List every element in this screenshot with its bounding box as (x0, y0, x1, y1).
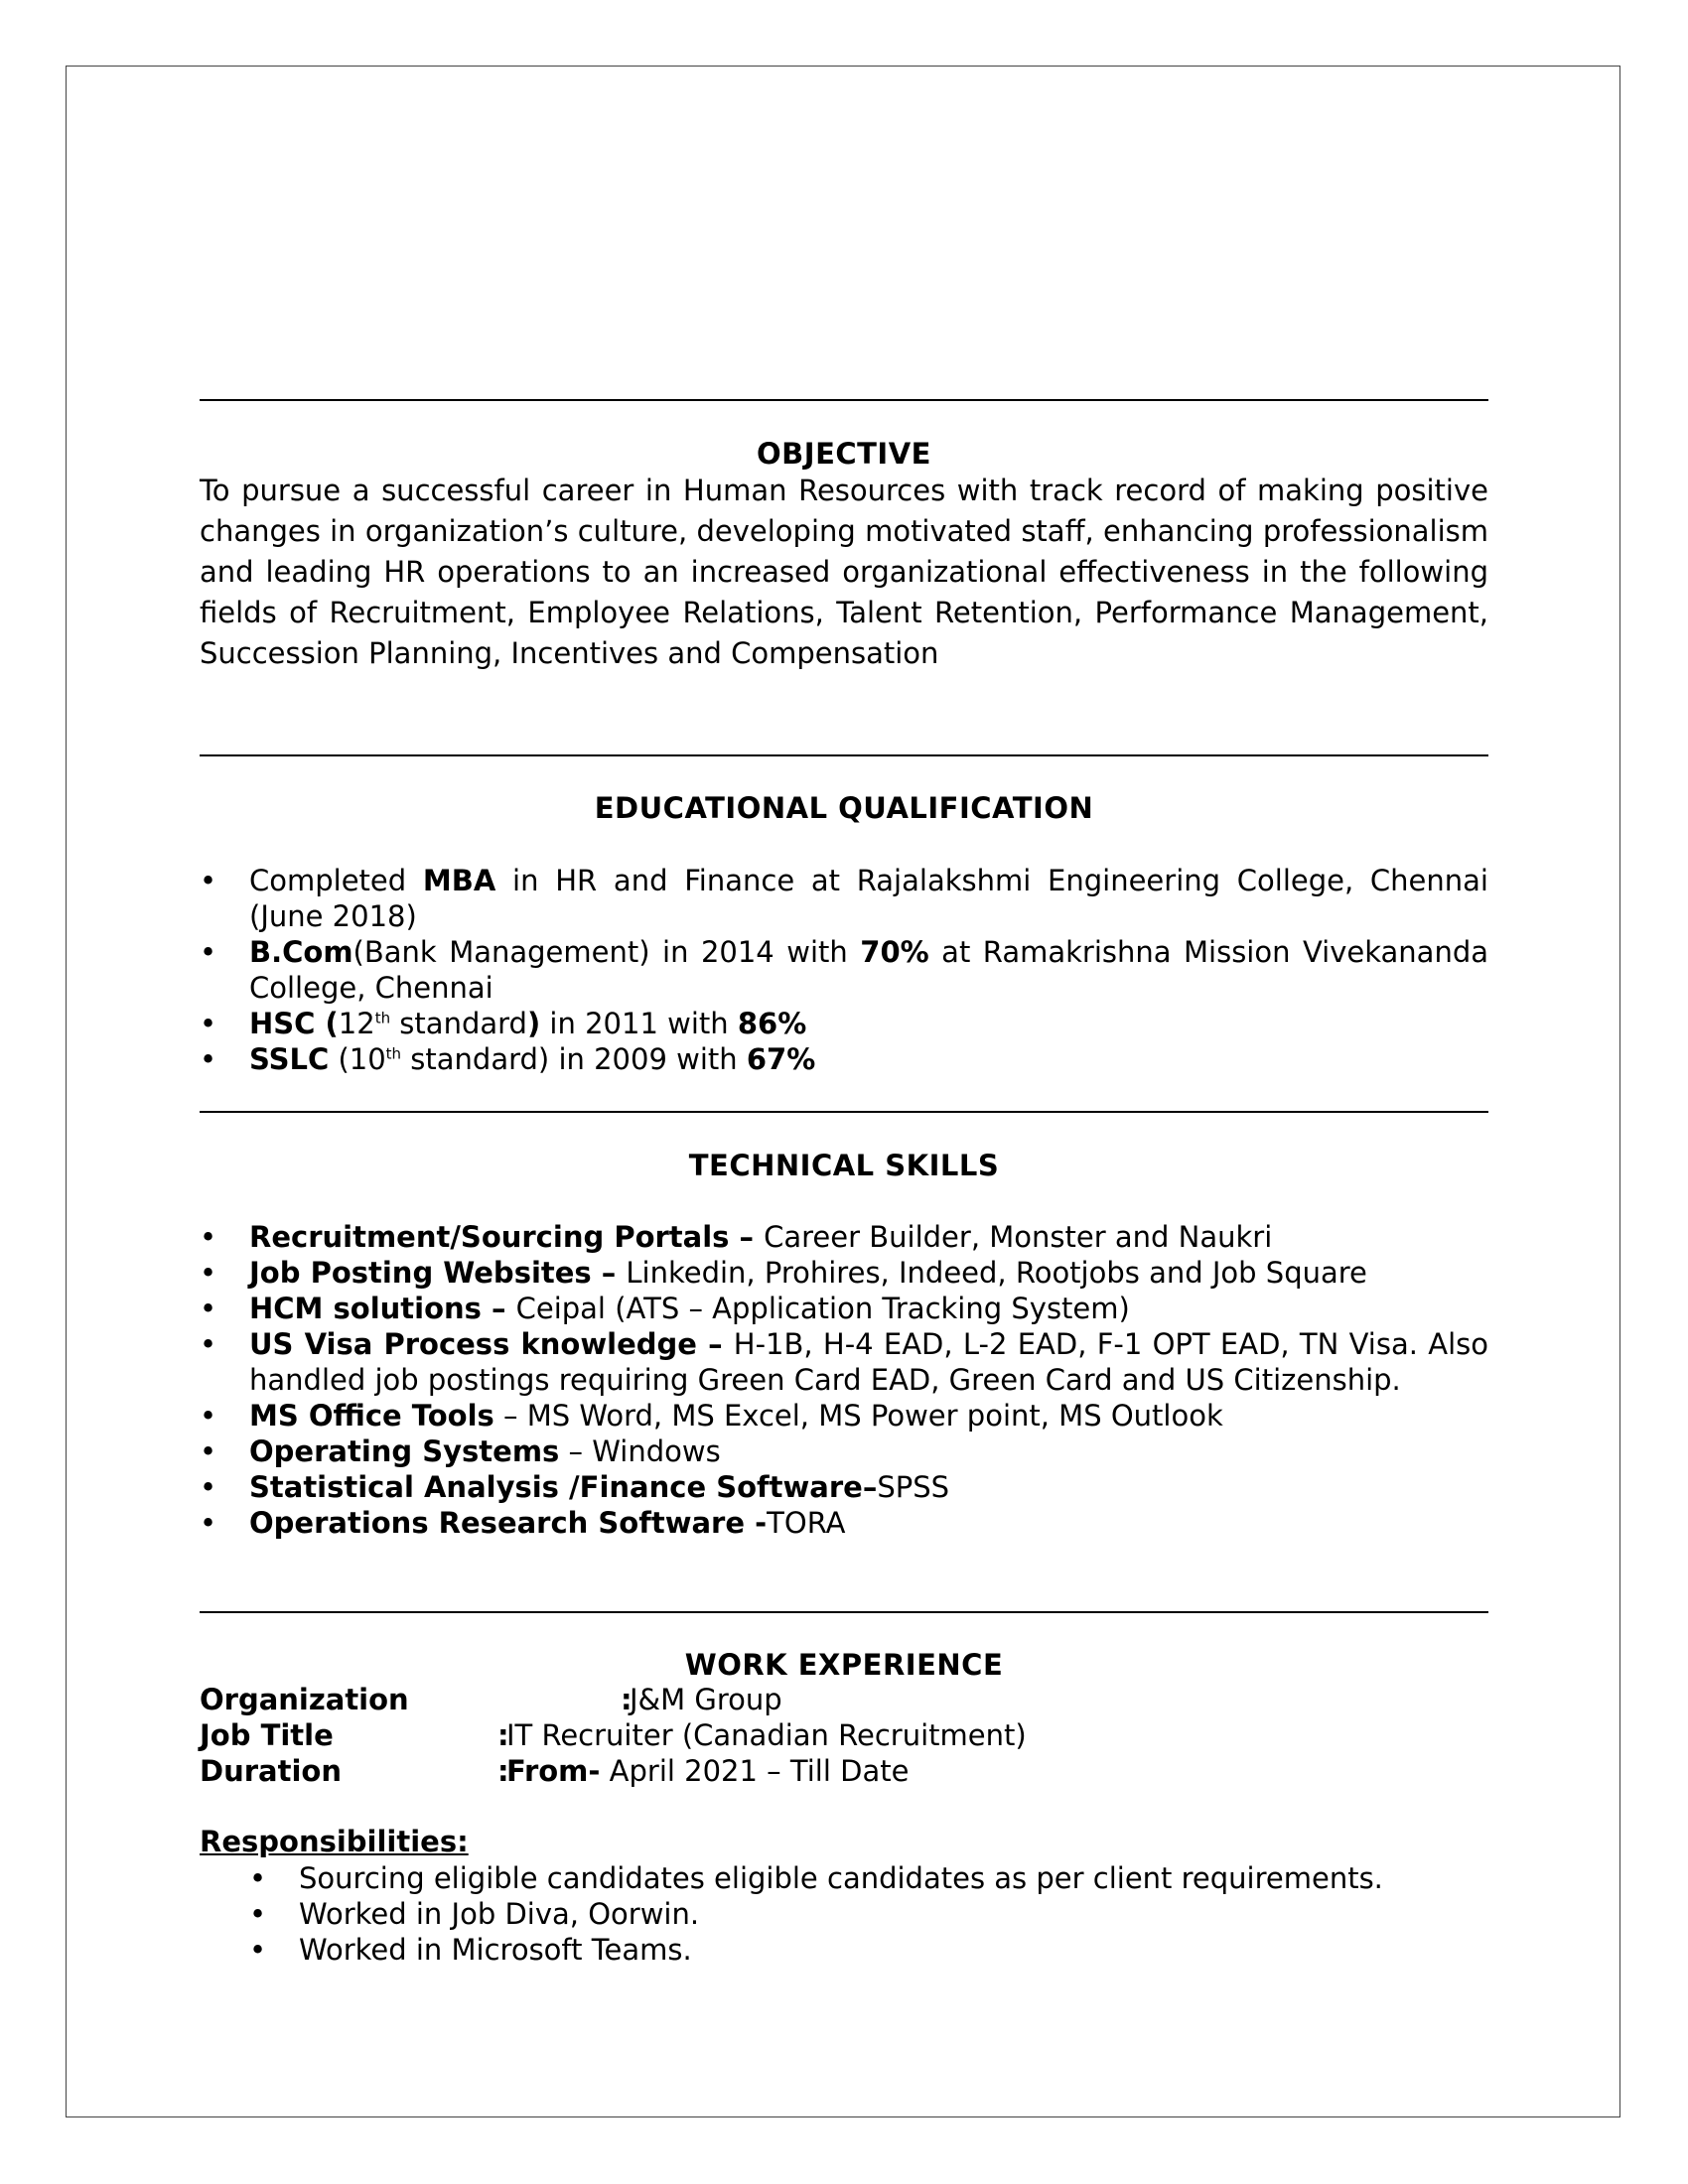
education-list (200, 863, 1488, 1077)
list-item: • Operations Research Software -TORA (200, 1505, 1488, 1541)
divider (200, 754, 1488, 756)
list-item: • Recruitment/Sourcing Portals – Career Builder, Monster and Naukri (200, 1219, 1488, 1255)
list-item: • Completed MBA in HR and Finance at Rajalakshmi Engineering College, Chennai (June 2018) (200, 863, 1488, 934)
responsibilities-heading: Responsibilities: (200, 1825, 469, 1858)
organization-value: J&M Group (630, 1683, 782, 1716)
duration-value: From- April 2021 – Till Date (506, 1754, 910, 1788)
list-item: • B.Com(Bank Management) in 2014 with 70% at Ramakrishna Mission Vivekananda College, Chennai (200, 934, 1488, 1006)
colon: : (497, 1754, 509, 1788)
skills-heading: TECHNICAL SKILLS (688, 1149, 1000, 1182)
list-item: • Worked in Job Diva, Oorwin. (249, 1896, 1383, 1932)
list-item: • Operating Systems – Windows (200, 1433, 1488, 1469)
list-item: • Job Posting Websites – Linkedin, Prohires, Indeed, Rootjobs and Job Square (200, 1255, 1488, 1291)
divider (200, 399, 1488, 401)
colon: : (497, 1718, 509, 1752)
organization-label: Organization (200, 1683, 409, 1716)
job-title-label: Job Title (200, 1718, 334, 1752)
list-item: • SSLC (10th standard) in 2009 with 67% (200, 1041, 1488, 1077)
education-heading: EDUCATIONAL QUALIFICATION (594, 791, 1094, 825)
list-item: • Statistical Analysis /Finance Software–SPSS (200, 1469, 1488, 1505)
objective-text: To pursue a successful career in Human Resources with track record of making positive changes in organization’s culture, developing motivated staff, enhancing professionalism and leading HR operations to an increased organizational effectiveness in the following fields of Recruitment, Employee Relations, Talent Retention, Performance Management, Succession Planning, Incentives and Compensation (200, 474, 1488, 670)
list-item: • HCM solutions – Ceipal (ATS – Application Tracking System) (200, 1291, 1488, 1326)
list-item: • HSC (12th standard) in 2011 with 86% (200, 1006, 1488, 1041)
list-item: • US Visa Process knowledge – H-1B, H-4 EAD, L-2 EAD, F-1 OPT EAD, TN Visa. Also handled job postings requiring Green Card EAD, Green Card and US Citizenship. (200, 1326, 1488, 1398)
objective-heading: OBJECTIVE (757, 437, 931, 471)
page-border (66, 66, 1620, 2117)
divider (200, 1611, 1488, 1613)
divider (200, 1111, 1488, 1113)
skills-list (200, 1219, 1488, 1541)
list-item: • Worked in Microsoft Teams. (249, 1932, 1383, 1968)
work-heading: WORK EXPERIENCE (684, 1648, 1004, 1682)
responsibilities-list (249, 1860, 1383, 1968)
list-item: • MS Office Tools – MS Word, MS Excel, MS Power point, MS Outlook (200, 1398, 1488, 1433)
list-item: • Sourcing eligible candidates eligible candidates as per client requirements. (249, 1860, 1383, 1896)
colon: : (621, 1683, 633, 1716)
duration-label: Duration (200, 1754, 342, 1788)
job-title-value: IT Recruiter (Canadian Recruitment) (506, 1718, 1027, 1752)
